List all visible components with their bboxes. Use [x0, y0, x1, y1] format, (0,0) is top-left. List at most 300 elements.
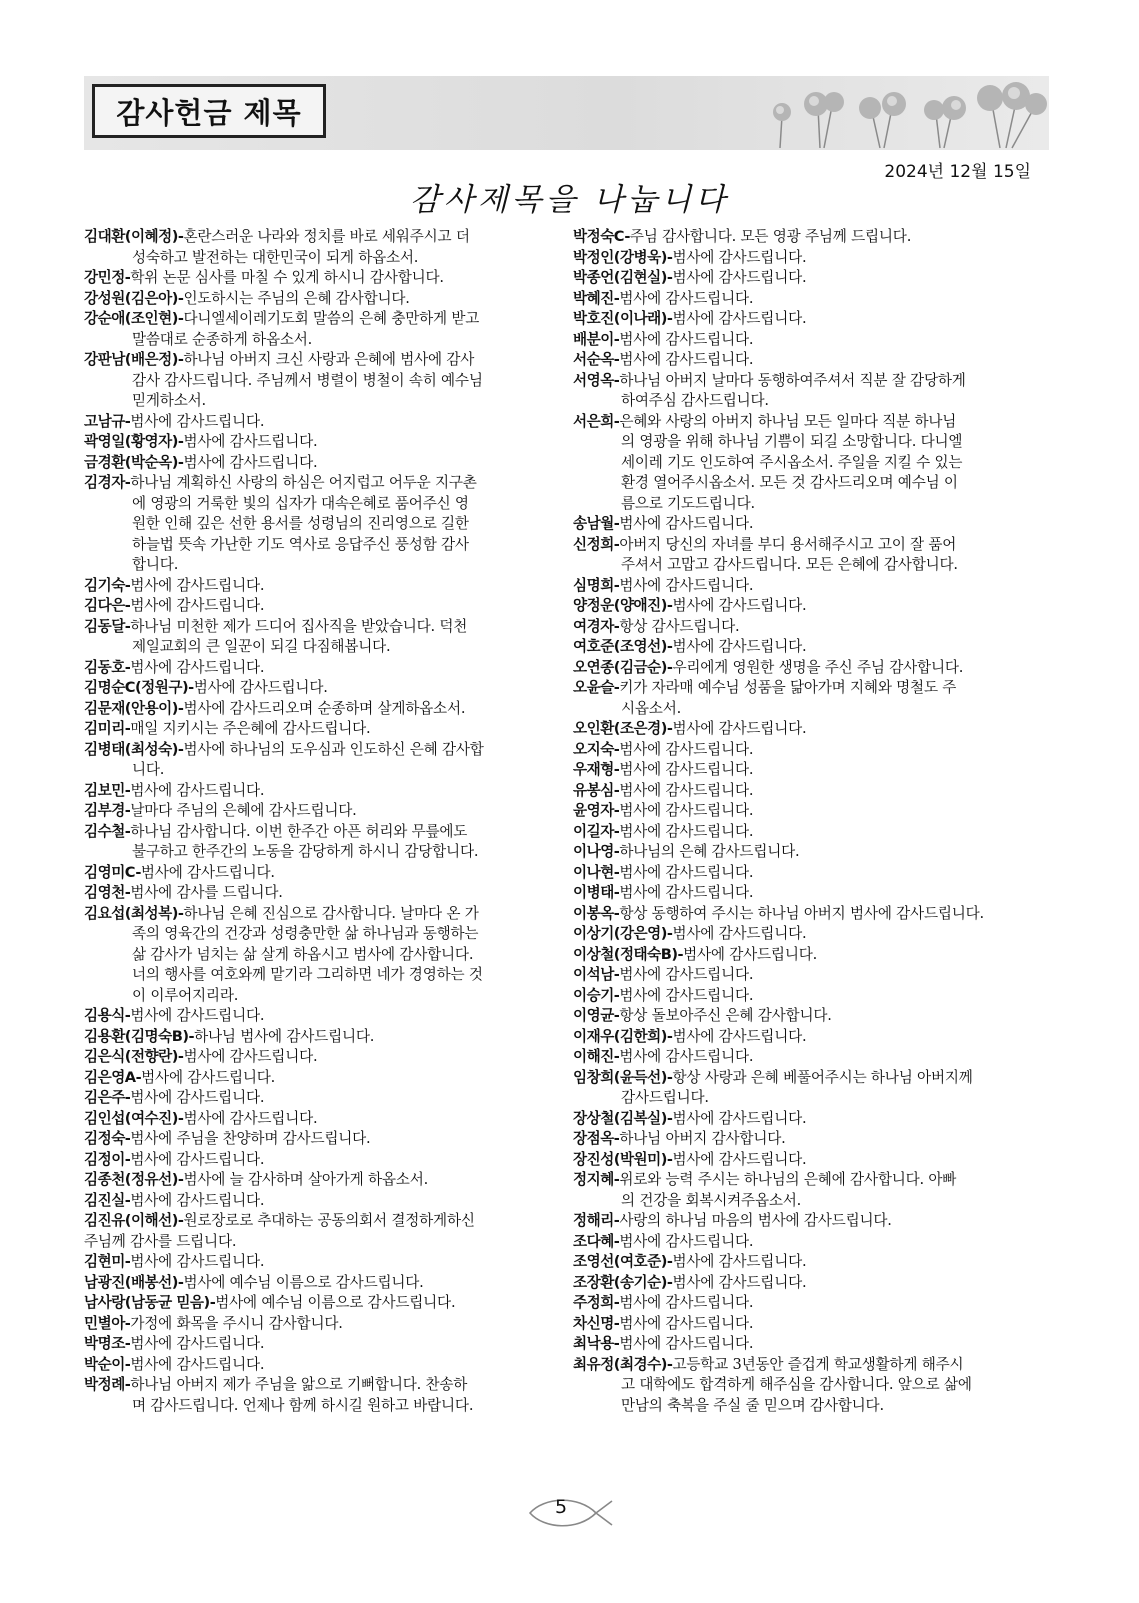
thanks-entry	[84, 863, 552, 884]
donor-name: 박종언(김현실)-	[573, 269, 673, 286]
thanks-message-line: 범사에 감사드립니다.	[619, 576, 754, 594]
thanks-message-line: 제일교회의 큰 일꾼이 되길 다짐해봅니다.	[132, 638, 391, 655]
thanks-entry	[573, 350, 1043, 371]
thanks-entry	[573, 781, 1043, 802]
thanks-entry	[84, 412, 552, 433]
thanks-entry	[84, 453, 552, 474]
donor-name: 김다은-	[84, 597, 131, 614]
thanks-message-line: 범사에 감사드립니다.	[672, 925, 807, 942]
donor-name: 김진실-	[84, 1191, 131, 1209]
thanks-entry	[84, 1068, 552, 1089]
thanks-message-line: 범사에 감사드립니다.	[619, 1294, 754, 1311]
thanks-message-line: 범사에 감사드립니다.	[130, 1007, 265, 1024]
thanks-entry	[573, 1252, 1043, 1273]
thanks-message-line: 합니다.	[132, 556, 179, 573]
thanks-message-line: 범사에 감사드립니다.	[141, 1068, 276, 1086]
donor-name: 송남월-	[573, 515, 620, 532]
thanks-message-line: 범사에 감사드립니다.	[130, 1355, 265, 1373]
donor-name: 여호준(조영선)-	[573, 638, 673, 655]
donor-name: 김수철-	[84, 822, 131, 840]
donor-name: 강순애(조인현)-	[84, 310, 184, 327]
thanks-entry	[573, 1293, 1043, 1314]
thanks-entry	[84, 1109, 552, 1130]
thanks-message-line: 범사에 감사드립니다.	[130, 658, 265, 676]
donor-name: 배분이-	[573, 330, 620, 348]
thanks-message-line: 범사에 감사드립니다.	[672, 310, 807, 327]
thanks-entry	[84, 1006, 552, 1027]
thanks-message-line: 성숙하고 발전하는 대한민국이 되게 하옵소서.	[132, 248, 419, 266]
thanks-entry	[84, 781, 552, 802]
donor-name: 남사랑(남동균 믿음)-	[84, 1294, 216, 1311]
donor-name: 신정희-	[573, 535, 620, 553]
page-number: 5	[554, 1496, 568, 1518]
thanks-message-line: 범사에 감사드립니다.	[619, 761, 754, 778]
thanks-entry	[573, 740, 1043, 761]
donor-name: 김은영A-	[84, 1068, 142, 1086]
donor-name: 곽영일(황영자)-	[84, 433, 184, 450]
donor-name: 오인환(조은경)-	[573, 720, 673, 737]
thanks-message-line: 범사에 감사드립니다.	[130, 1191, 265, 1209]
thanks-entry	[573, 924, 1043, 945]
thanks-message-line: 하나님 범사에 감사드립니다.	[194, 1027, 375, 1045]
thanks-entry	[573, 883, 1043, 904]
thanks-message-line: 가정에 화목을 주시니 감사합니다.	[130, 1314, 343, 1332]
thanks-message-line: 위로와 능력 주시는 하나님의 은혜에 감사합니다. 아빠	[619, 1171, 957, 1188]
thanks-entry	[573, 658, 1043, 679]
thanks-entry	[573, 842, 1043, 863]
donor-name: 김정이-	[84, 1150, 131, 1168]
thanks-message-line: 니다.	[132, 761, 165, 778]
thanks-message-line: 의 영광을 위해 하나님 기쁨이 되길 소망합니다. 다니엘	[621, 433, 963, 450]
thanks-message-line: 범사에 늘 감사하며 살아가게 하옵소서.	[183, 1171, 429, 1188]
thanks-message-line: 항상 감사드립니다.	[619, 617, 740, 635]
thanks-message-line: 하나님 은혜 진심으로 감사합니다. 날마다 온 가	[183, 904, 479, 922]
thanks-message-line: 혼란스러운 나라와 정치를 바로 세워주시고 더	[183, 228, 470, 245]
thanks-entry	[84, 576, 552, 597]
thanks-message-line: 범사에 감사드립니다.	[672, 1253, 807, 1270]
donor-name: 우재형-	[573, 761, 620, 778]
section-subtitle: 감사제목을 나눕니다	[409, 182, 730, 218]
thanks-entry	[573, 227, 1043, 248]
donor-name: 김보민-	[84, 781, 131, 799]
thanks-message-line: 삶 감사가 넘치는 삶 살게 하옵시고 범사에 감사합니다.	[132, 945, 474, 963]
donor-name: 이상철(정태숙B)-	[573, 945, 684, 963]
donor-name: 조장환(송기순)-	[573, 1273, 673, 1291]
thanks-message-line: 범사에 감사드립니다.	[130, 1335, 265, 1352]
thanks-entry	[84, 678, 552, 699]
thanks-entry	[84, 1273, 552, 1294]
donor-name: 금경환(박순옥)-	[84, 453, 184, 471]
donor-name: 고남규-	[84, 412, 131, 430]
thanks-message-line: 시옵소서.	[621, 699, 682, 717]
donor-name: 장점옥-	[573, 1130, 620, 1147]
donor-name: 김인섭(여수진)-	[84, 1109, 184, 1127]
thanks-message-line: 범사에 감사드립니다.	[619, 986, 754, 1004]
thanks-entry	[573, 412, 1043, 515]
donor-name: 차신명-	[573, 1314, 620, 1332]
thanks-message-line: 범사에 감사드립니다.	[130, 576, 265, 594]
thanks-message-line: 범사에 감사드립니다.	[619, 802, 754, 819]
donor-name: 장상철(김복실)-	[573, 1109, 673, 1127]
thanks-entry	[84, 1375, 552, 1416]
thanks-message-line: 족의 영육간의 건강과 성령충만한 삶 하나님과 동행하는	[132, 925, 479, 942]
thanks-entry	[84, 699, 552, 720]
thanks-message-line: 고 대학에도 합격하게 해주심을 감사합니다. 앞으로 삶에	[621, 1376, 972, 1393]
thanks-message-line: 다니엘세이레기도회 말씀의 은혜 충만하게 받고	[183, 310, 480, 327]
donor-name: 이석남-	[573, 966, 620, 983]
donor-name: 최유정(최경수)-	[573, 1355, 673, 1373]
thanks-entry	[84, 309, 552, 350]
thanks-message-line: 만남의 축복을 주실 줄 믿으며 감사합니다.	[621, 1396, 884, 1414]
thanks-entry	[84, 904, 552, 1007]
donor-name: 김경자-	[84, 474, 131, 491]
donor-name: 심명희-	[573, 576, 620, 594]
donor-name: 김동호-	[84, 658, 131, 676]
donor-name: 강민정-	[84, 269, 131, 286]
page-title: 감사헌금 제목	[116, 95, 302, 130]
thanks-message-line: 범사에 감사드립니다.	[619, 351, 754, 368]
thanks-message-line: 범사에 감사드립니다.	[183, 433, 318, 450]
thanks-entry	[573, 1232, 1043, 1253]
donor-name: 서순옥-	[573, 351, 620, 368]
thanks-entry	[573, 535, 1043, 576]
thanks-entry	[573, 268, 1043, 289]
thanks-entry	[84, 1252, 552, 1273]
donor-name: 양정운(양애진)-	[573, 597, 673, 614]
thanks-message-line: 원한 인해 깊은 선한 용서를 성령님의 진리영으로 길한	[132, 515, 469, 532]
thanks-entry	[573, 1314, 1043, 1335]
thanks-entry	[573, 904, 1043, 925]
thanks-message-line: 범사에 감사드립니다.	[672, 1150, 807, 1168]
thanks-message-line: 범사에 하나님의 도우심과 인도하신 은혜 감사합	[183, 740, 484, 758]
donor-name: 이봉옥-	[573, 904, 620, 922]
thanks-entry	[84, 822, 552, 863]
thanks-entry	[573, 1355, 1043, 1417]
thanks-entry	[84, 740, 552, 781]
donor-name: 김요섭(최성복)-	[84, 904, 184, 922]
thanks-entry	[573, 986, 1043, 1007]
thanks-message-line: 범사에 감사드립니다.	[619, 1335, 754, 1352]
donor-name: 김진유(이해선)-	[84, 1212, 184, 1229]
donor-name: 박명조-	[84, 1335, 131, 1352]
thanks-message-line: 하나님 아버지 제가 주님을 앎으로 기뻐합니다. 찬송하	[130, 1376, 468, 1393]
donor-name: 이승기-	[573, 986, 620, 1004]
thanks-entry	[84, 1150, 552, 1171]
donor-name: 오연종(김금순)-	[573, 658, 673, 676]
thanks-entry	[84, 473, 552, 576]
thanks-entry	[84, 801, 552, 822]
donor-name: 김부경-	[84, 802, 131, 819]
thanks-entry	[573, 596, 1043, 617]
donor-name: 조다혜-	[573, 1232, 620, 1250]
thanks-message-line: 인도하시는 주님의 은혜 감사합니다.	[183, 289, 410, 307]
thanks-entry	[84, 1170, 552, 1191]
donor-name: 김용환(김명숙B)-	[84, 1027, 195, 1045]
thanks-entry	[84, 289, 552, 310]
thanks-entry	[84, 350, 552, 412]
thanks-entry	[573, 822, 1043, 843]
thanks-entry	[84, 1211, 552, 1252]
thanks-message-line: 항상 사랑과 은혜 베풀어주시는 하나님 아버지께	[672, 1068, 973, 1086]
thanks-message-line: 하나님 계획하신 사랑의 하심은 어지럽고 어두운 지구촌	[130, 474, 477, 491]
thanks-entry	[84, 268, 552, 289]
thanks-entry	[84, 1334, 552, 1355]
donor-name: 이해진-	[573, 1048, 620, 1065]
thanks-entry	[84, 1047, 552, 1068]
thanks-message-line: 범사에 감사드립니다.	[130, 1150, 265, 1168]
left-column	[84, 227, 552, 1416]
thanks-message-line: 범사에 감사드립니다.	[130, 1089, 265, 1106]
thanks-entry	[573, 719, 1043, 740]
thanks-message-line: 세이레 기도 인도하여 주시옵소서. 주일을 지킬 수 있는	[621, 453, 963, 471]
thanks-message-line: 범사에 감사드립니다.	[672, 1027, 807, 1045]
thanks-message-line: 범사에 예수님 이름으로 감사드립니다.	[215, 1294, 456, 1311]
donor-name: 김동달-	[84, 617, 131, 635]
thanks-message-line: 날마다 주님의 은혜에 감사드립니다.	[130, 802, 357, 819]
donor-name: 김기숙-	[84, 576, 131, 594]
thanks-message-line: 범사에 감사드립니다.	[619, 740, 754, 758]
thanks-message-line: 범사에 감사드립니다.	[130, 781, 265, 799]
donor-name: 김현미-	[84, 1253, 131, 1270]
thanks-message-line: 범사에 감사드립니다.	[619, 884, 754, 901]
thanks-message-line: 항상 돌보아주신 은혜 감사합니다.	[619, 1007, 832, 1024]
thanks-entry	[84, 658, 552, 679]
thanks-entry	[573, 863, 1043, 884]
donor-name: 임창희(윤득선)-	[573, 1068, 673, 1086]
donor-name: 오지숙-	[573, 740, 620, 758]
donor-name: 유봉심-	[573, 781, 620, 799]
thanks-message-line: 말씀대로 순종하게 하옵소서.	[132, 330, 313, 348]
donor-name: 김대환(이혜정)-	[84, 228, 184, 245]
thanks-entry	[573, 514, 1043, 535]
thanks-entry	[573, 1334, 1043, 1355]
thanks-message-line: 범사에 감사드립니다.	[619, 863, 754, 881]
thanks-message-line: 우리에게 영원한 생명을 주신 주님 감사합니다.	[672, 658, 964, 676]
donor-name: 김영미C-	[84, 863, 141, 881]
donor-name: 김미리-	[84, 720, 131, 737]
donor-name: 김문재(안용이)-	[84, 699, 184, 717]
thanks-entry	[84, 719, 552, 740]
thanks-message-line: 범사에 감사드립니다.	[619, 966, 754, 983]
donor-name: 박정례-	[84, 1376, 131, 1393]
thanks-message-line: 범사에 감사를 드립니다.	[130, 884, 283, 901]
thanks-entry	[573, 289, 1043, 310]
thanks-entry	[84, 596, 552, 617]
thanks-message-line: 너의 행사를 여호와께 맡기라 그리하면 네가 경영하는 것	[132, 966, 483, 983]
thanks-message-line: 범사에 감사드립니다.	[183, 1109, 318, 1127]
thanks-message-line: 주님께 감사를 드립니다.	[84, 1232, 237, 1250]
donor-name: 박혜진-	[573, 289, 620, 307]
thanks-entry	[573, 1027, 1043, 1048]
thanks-entry	[84, 432, 552, 453]
thanks-message-line: 은혜와 사랑의 아버지 하나님 모든 일마다 직분 하나님	[619, 412, 957, 430]
thanks-message-line: 범사에 감사드립니다.	[683, 945, 818, 963]
thanks-message-line: 범사에 감사드립니다.	[672, 720, 807, 737]
thanks-entry	[84, 1191, 552, 1212]
thanks-message-line: 불구하고 한주간의 노동을 감당하게 하시니 감당합니다.	[132, 843, 479, 860]
donor-name: 남광진(배봉선)-	[84, 1273, 184, 1291]
thanks-message-line: 범사에 감사드립니다.	[193, 679, 328, 696]
thanks-message-line: 이 이루어지리라.	[132, 986, 239, 1004]
donor-name: 김영천-	[84, 884, 131, 901]
thanks-message-line: 주님 감사합니다. 모든 영광 주님께 드립니다.	[629, 228, 912, 245]
thanks-message-line: 범사에 감사드립니다.	[672, 597, 807, 614]
thanks-message-line: 고등학교 3년동안 즐겁게 학교생활하게 해주시	[672, 1355, 964, 1373]
thanks-entry	[573, 576, 1043, 597]
thanks-entry	[573, 1006, 1043, 1027]
donor-name: 서은희-	[573, 412, 620, 430]
thanks-message-line: 믿게하소서.	[132, 392, 206, 409]
donor-name: 이재우(김한희)-	[573, 1027, 673, 1045]
thanks-message-line: 하나님 아버지 감사합니다.	[619, 1130, 786, 1147]
donor-name: 박정인(강병욱)-	[573, 248, 673, 266]
donor-name: 이병태-	[573, 884, 620, 901]
thanks-message-line: 하나님 미천한 제가 드디어 집사직을 받았습니다. 덕천	[130, 617, 468, 635]
donor-name: 김종천(정유선)-	[84, 1171, 184, 1188]
thanks-message-line: 하늘법 뜻속 가난한 기도 역사로 응답주신 풍성함 감사	[132, 535, 469, 553]
thanks-message-line: 범사에 감사드립니다.	[619, 822, 754, 840]
thanks-entry	[573, 1150, 1043, 1171]
thanks-message-line: 범사에 감사드립니다.	[672, 248, 807, 266]
thanks-message-line: 범사에 감사드립니다.	[619, 781, 754, 799]
thanks-message-line: 범사에 감사드립니다.	[140, 863, 275, 881]
donor-name: 조영선(여호준)-	[573, 1253, 673, 1270]
donor-name: 김병태(최성숙)-	[84, 740, 184, 758]
thanks-message-line: 하나님 감사합니다. 이번 한주간 아픈 허리와 무릎에도	[130, 822, 468, 840]
thanks-message-line: 에 영광의 거룩한 빛의 십자가 대속은혜로 품어주신 영	[132, 494, 469, 512]
thanks-message-line: 주셔서 고맙고 감사드립니다. 모든 은혜에 감사합니다.	[621, 556, 958, 573]
flower-bouquet-image	[760, 78, 1050, 150]
thanks-message-line: 감사 감사드립니다. 주님께서 병렬이 병철이 속히 예수님	[132, 371, 483, 389]
thanks-message-line: 범사에 감사드립니다.	[672, 638, 807, 655]
thanks-entry	[573, 801, 1043, 822]
donor-name: 이나현-	[573, 863, 620, 881]
donor-name: 이나영-	[573, 843, 620, 860]
thanks-entry	[84, 1293, 552, 1314]
thanks-message-line: 범사에 감사드립니다.	[619, 1048, 754, 1065]
thanks-message-line: 며 감사드립니다. 언제나 함께 하시길 원하고 바랍니다.	[132, 1396, 474, 1414]
thanks-entry	[84, 1355, 552, 1376]
donor-name: 정해리-	[573, 1212, 620, 1229]
thanks-entry	[84, 1088, 552, 1109]
thanks-message-line: 름으로 기도드립니다.	[621, 494, 755, 512]
donor-name: 민별아-	[84, 1314, 131, 1332]
donor-name: 서영옥-	[573, 371, 620, 389]
donor-name: 김정숙-	[84, 1130, 131, 1147]
donor-name: 장진성(박원미)-	[573, 1150, 673, 1168]
right-column	[573, 227, 1043, 1416]
thanks-message-line: 범사에 감사드립니다.	[619, 1232, 754, 1250]
thanks-message-line: 범사에 감사드립니다.	[619, 330, 754, 348]
donor-name: 강판남(배은정)-	[84, 351, 184, 368]
donor-name: 최낙용-	[573, 1335, 620, 1352]
donor-name: 여경자-	[573, 617, 620, 635]
thanks-message-line: 범사에 감사드립니다.	[619, 289, 754, 307]
thanks-entry	[573, 965, 1043, 986]
donor-name: 강성원(김은아)-	[84, 289, 184, 307]
thanks-entry	[573, 1047, 1043, 1068]
thanks-entry	[573, 1211, 1043, 1232]
thanks-message-line: 범사에 감사드립니다.	[619, 1314, 754, 1332]
thanks-entry	[84, 617, 552, 658]
thanks-entry	[573, 371, 1043, 412]
thanks-entry	[573, 637, 1043, 658]
donor-name: 이길자-	[573, 822, 620, 840]
donor-name: 정지혜-	[573, 1171, 620, 1188]
donor-name: 윤영자-	[573, 802, 620, 819]
donor-name: 이상기(강은영)-	[573, 925, 673, 942]
thanks-message-line: 범사에 감사드립니다.	[130, 1253, 265, 1270]
thanks-entry	[573, 309, 1043, 330]
thanks-entry	[573, 248, 1043, 269]
thanks-message-line: 범사에 감사드립니다.	[183, 1048, 318, 1065]
thanks-message-line: 하나님의 은혜 감사드립니다.	[619, 843, 800, 860]
thanks-message-line: 감사드립니다.	[621, 1089, 709, 1106]
thanks-entry	[573, 1068, 1043, 1109]
thanks-entry	[573, 1109, 1043, 1130]
thanks-message-line: 범사에 감사드립니다.	[130, 412, 265, 430]
thanks-entry	[573, 617, 1043, 638]
thanks-message-line: 아버지 당신의 자녀를 부디 용서해주시고 고이 잘 품어	[619, 535, 957, 553]
thanks-entry	[573, 1129, 1043, 1150]
thanks-message-line: 원로장로로 추대하는 공동의회서 결정하게하신	[183, 1212, 475, 1229]
thanks-message-line: 범사에 감사드립니다.	[619, 515, 754, 532]
thanks-message-line: 하나님 아버지 크신 사랑과 은혜에 범사에 감사	[183, 351, 475, 368]
page-title-box	[92, 84, 326, 138]
thanks-entry	[573, 1273, 1043, 1294]
thanks-message-line: 범사에 감사드립니다.	[130, 597, 265, 614]
thanks-message-line: 사랑의 하나님 마음의 범사에 감사드립니다.	[619, 1212, 892, 1229]
thanks-message-line: 범사에 감사드리오며 순종하며 살게하옵소서.	[183, 699, 466, 717]
thanks-entry	[573, 330, 1043, 351]
thanks-entry	[84, 227, 552, 268]
thanks-entry	[84, 883, 552, 904]
donor-name: 박호진(이나래)-	[573, 310, 673, 327]
thanks-message-line: 항상 동행하여 주시는 하나님 아버지 범사에 감사드립니다.	[619, 904, 984, 922]
donor-name: 이영균-	[573, 1007, 620, 1024]
thanks-message-line: 매일 지키시는 주은혜에 감사드립니다.	[130, 720, 371, 737]
donor-name: 오윤슬-	[573, 679, 620, 696]
thanks-message-line: 의 건강을 회복시켜주옵소서.	[621, 1191, 802, 1209]
date-label: 2024년 12월 15일	[884, 162, 1031, 182]
donor-name: 주정희-	[573, 1294, 620, 1311]
donor-name: 김용식-	[84, 1007, 131, 1024]
thanks-message-line: 범사에 감사드립니다.	[672, 1109, 807, 1127]
thanks-entry	[84, 1027, 552, 1048]
thanks-message-line: 키가 자라매 예수님 성품을 닮아가며 지혜와 명철도 주	[619, 679, 957, 696]
donor-name: 김은주-	[84, 1089, 131, 1106]
thanks-entry	[573, 678, 1043, 719]
thanks-entry	[573, 760, 1043, 781]
donor-name: 김은식(전향란)-	[84, 1048, 184, 1065]
donor-name: 박순이-	[84, 1355, 131, 1373]
donor-name: 김명순C(정원구)-	[84, 679, 194, 696]
thanks-message-line: 범사에 주님을 찬양하며 감사드립니다.	[130, 1130, 371, 1147]
thanks-entry	[573, 945, 1043, 966]
thanks-message-line: 범사에 감사드립니다.	[183, 453, 318, 471]
thanks-message-line: 하여주심 감사드립니다.	[621, 392, 769, 409]
thanks-message-line: 환경 열어주시옵소서. 모든 것 감사드리오며 예수님 이	[621, 474, 958, 491]
donor-name: 박정숙C-	[573, 228, 630, 245]
thanks-message-line: 범사에 감사드립니다.	[672, 1273, 807, 1291]
thanks-message-line: 범사에 예수님 이름으로 감사드립니다.	[183, 1273, 424, 1291]
thanks-message-line: 범사에 감사드립니다.	[672, 269, 807, 286]
thanks-entry	[84, 1314, 552, 1335]
thanks-entry	[573, 1170, 1043, 1211]
thanks-message-line: 학위 논문 심사를 마칠 수 있게 하시니 감사합니다.	[130, 269, 444, 286]
thanks-message-line: 하나님 아버지 날마다 동행하여주셔서 직분 잘 감당하게	[619, 371, 966, 389]
thanks-entry	[84, 1129, 552, 1150]
